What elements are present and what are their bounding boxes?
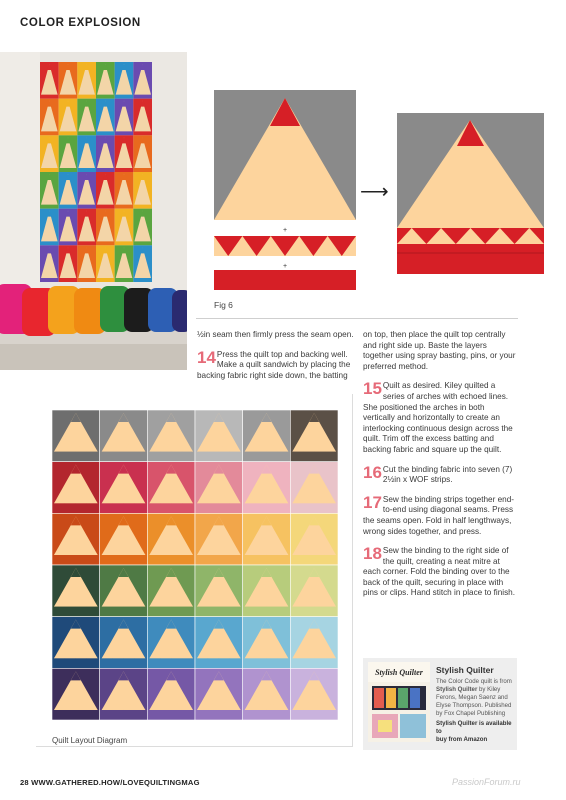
layout-band — [52, 503, 100, 513]
layout-band — [147, 555, 195, 565]
layout-band — [290, 658, 338, 668]
layout-band — [147, 658, 195, 668]
layout-band — [147, 452, 195, 462]
layout-band — [52, 658, 100, 668]
layout-band — [195, 658, 243, 668]
step-number: 18 — [363, 544, 382, 564]
figure-label: Fig 6 — [214, 300, 233, 310]
text-column-right — [363, 330, 518, 608]
step-number: 17 — [363, 492, 382, 512]
divider — [196, 318, 518, 319]
step-18 — [363, 546, 518, 599]
book-availability-2: buy from Amazon — [436, 736, 488, 743]
layout-band — [243, 452, 291, 462]
step-number: 14 — [197, 347, 216, 367]
quilt-photo — [0, 52, 187, 370]
quilt-layout-diagram — [52, 410, 338, 720]
layout-band — [195, 607, 243, 617]
layout-band — [147, 710, 195, 720]
step-text: Sew the binding strips together end-to-end using diagonal seams. Press the seams open. Fold in half lengthways, wrong sides together, and press. — [363, 494, 515, 536]
layout-band — [243, 658, 291, 668]
book-title-inline: Stylish Quilter — [436, 686, 478, 693]
layout-band — [52, 607, 100, 617]
layout-band — [290, 607, 338, 617]
layout-band — [52, 710, 100, 720]
book-text — [436, 665, 514, 744]
layout-band — [243, 607, 291, 617]
section-title: COLOR EXPLOSION — [20, 17, 141, 29]
layout-band — [52, 555, 100, 565]
step-text: Sew the binding to the right side of the quilt, creating a neat mitre at each corner. Fold the binding over to the back of the quilt, securing in place with pins or clips. Hand stitch in place to finish. — [363, 546, 515, 598]
layout-band — [290, 452, 338, 462]
continuation-paragraph: on top, then place the quilt top centrally and right side up. Baste the layers together using spray basting, pins, or your preferred method. — [363, 330, 516, 371]
book-cover-title: Stylish Quilter — [375, 668, 423, 677]
fig6-diagram — [214, 90, 544, 290]
arrow-right-icon: ⟶ — [360, 181, 389, 203]
step-number: 15 — [363, 379, 382, 399]
layout-band — [195, 555, 243, 565]
book-cover-image — [368, 662, 430, 742]
layout-band — [243, 503, 291, 513]
layout-band — [290, 503, 338, 513]
step-17 — [363, 492, 518, 537]
book-heading: Stylish Quilter — [436, 665, 494, 675]
layout-band — [100, 503, 148, 513]
layout-band — [195, 503, 243, 513]
layout-band — [52, 452, 100, 462]
layout-band — [195, 710, 243, 720]
layout-band — [100, 555, 148, 565]
layout-band — [100, 452, 148, 462]
intro-paragraph: ½in seam then firmly press the seam open. — [197, 330, 354, 339]
footer-watermark: PassionForum.ru — [452, 777, 521, 787]
layout-band — [290, 555, 338, 565]
book-line: The Color Code quilt is from — [436, 678, 512, 685]
layout-band — [243, 555, 291, 565]
layout-band — [100, 658, 148, 668]
step-14 — [197, 347, 355, 382]
step-15 — [363, 381, 518, 455]
plus-sign: + — [283, 263, 288, 270]
footer-page-url: 28 WWW.GATHERED.HOW/LOVEQUILTINGMAG — [20, 778, 200, 787]
layout-band — [195, 452, 243, 462]
layout-band — [147, 503, 195, 513]
layout-band — [243, 710, 291, 720]
layout-caption: Quilt Layout Diagram — [52, 736, 128, 745]
step-text: Quilt as desired. Kiley quilted a series of arches with echoed lines. She positioned the arches in both vertically and horizontally to create an interlocking continuous design across the quilt. Trim off the excess batting and backing fabric and square up the quilt. — [363, 381, 513, 454]
step-16 — [363, 462, 518, 486]
text-column-left — [197, 330, 355, 390]
layout-band — [100, 607, 148, 617]
layout-band — [290, 710, 338, 720]
layout-band — [147, 607, 195, 617]
step-number: 16 — [363, 462, 382, 482]
layout-band — [100, 710, 148, 720]
step-text: Press the quilt top and backing well. Make a quilt sandwich by placing the backing fabric right side down, the batting — [197, 349, 351, 380]
book-line: by Kiley Ferons, Megan Saenz and Elyse Thompson. Published by Fox Chapel Publishing — [436, 686, 512, 717]
step-text: Cut the binding fabric into seven (7) 2½in x WOF strips. — [382, 464, 513, 485]
book-availability: Stylish Quilter is available to — [436, 720, 512, 735]
plus-sign: + — [283, 227, 288, 234]
